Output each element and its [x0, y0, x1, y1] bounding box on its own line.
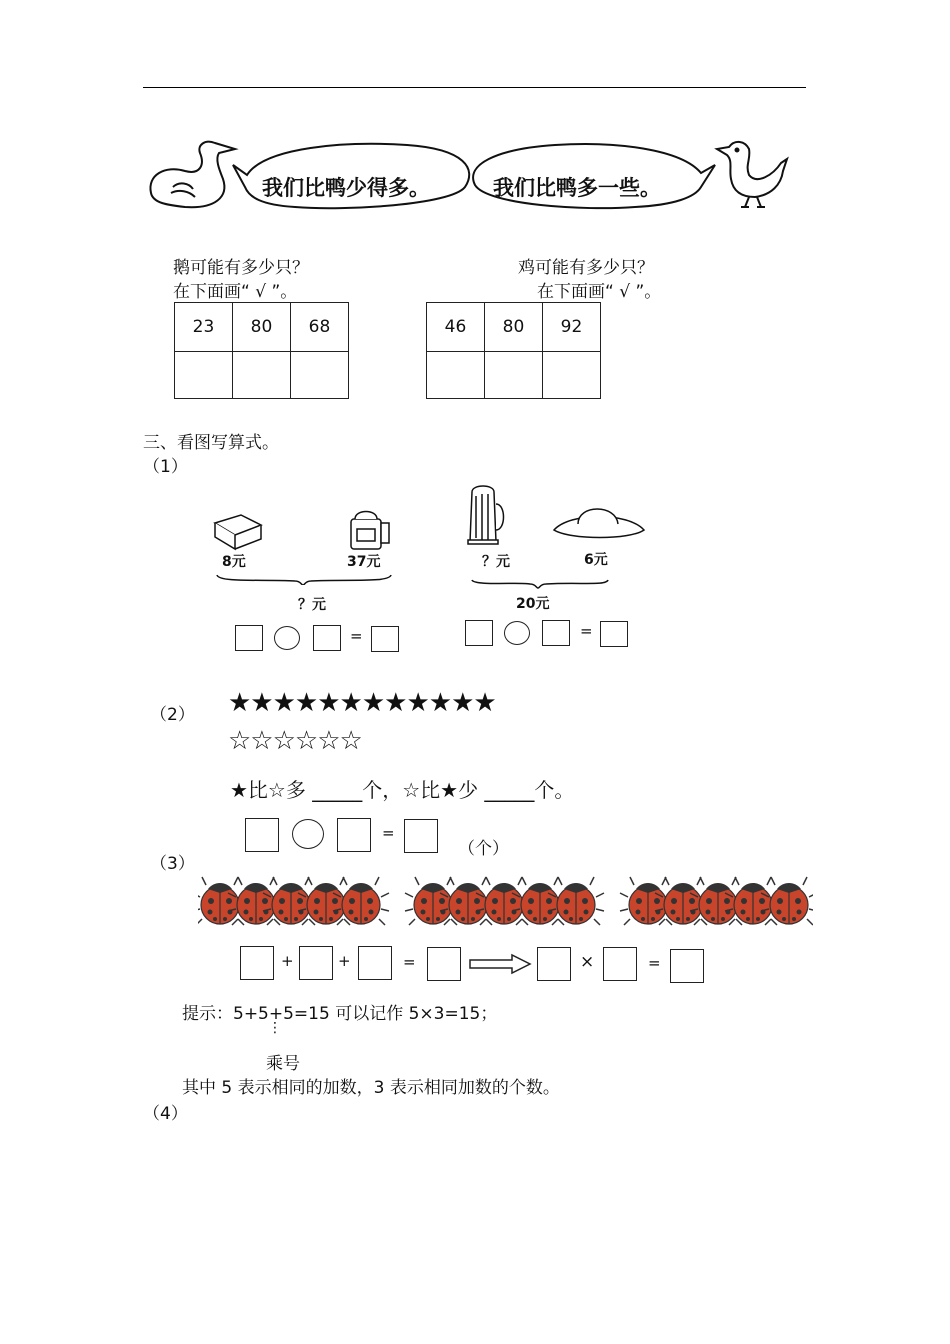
plus-sign: +	[338, 952, 351, 970]
equals-sign: =	[350, 627, 363, 645]
book-price: 8元	[222, 554, 246, 570]
hat-price: 6元	[584, 552, 608, 568]
chicken-speech-text: 我们比鸭多一些。	[493, 175, 661, 200]
arrow-right-icon	[468, 952, 534, 976]
chicken-options-table	[426, 302, 601, 399]
right-brace	[472, 580, 608, 588]
hint-line1: 提示：5+5+5=15 可以记作 5×3=15；	[182, 1004, 498, 1024]
chicken-check-cell[interactable]	[485, 352, 543, 399]
equals-sign: =	[580, 622, 593, 640]
answer-box[interactable]	[245, 818, 279, 852]
operator-circle[interactable]	[274, 626, 300, 650]
equals-sign: =	[403, 953, 416, 971]
answer-box[interactable]	[358, 946, 392, 980]
chicken-option: 92	[543, 303, 601, 352]
problem2-label: （2）	[150, 705, 195, 725]
equals-sign: =	[382, 824, 395, 842]
section3-title: 三、看图写算式。	[143, 433, 279, 453]
answer-box[interactable]	[240, 946, 274, 980]
white-stars-row: ☆☆☆☆☆☆	[228, 726, 362, 756]
answer-box[interactable]	[427, 947, 461, 981]
goose-options-table	[174, 302, 349, 399]
equals-sign: =	[648, 954, 661, 972]
left-total: ？元	[298, 597, 326, 613]
answer-box[interactable]	[537, 947, 571, 981]
chicken-question-line1: 鸡可能有多少只？	[518, 258, 654, 278]
answer-box[interactable]	[337, 818, 371, 852]
operator-circle[interactable]	[292, 819, 324, 849]
p1-right-illustration	[460, 480, 650, 590]
goose-question-line2: 在下面画“ √ ”。	[173, 282, 298, 302]
answer-box[interactable]	[600, 621, 628, 647]
black-stars-row: ★★★★★★★★★★★★	[228, 688, 496, 718]
unit-label: （个）	[458, 839, 509, 859]
goose-speech-text: 我们比鸭少得多。	[262, 175, 430, 200]
goose-icon	[150, 142, 235, 207]
answer-box[interactable]	[542, 620, 570, 646]
banner-illustration	[145, 135, 795, 215]
hat-icon	[554, 509, 644, 538]
answer-box[interactable]	[235, 625, 263, 651]
problem1-label: （1）	[143, 457, 188, 477]
top-rule	[143, 87, 806, 88]
answer-box[interactable]	[313, 625, 341, 651]
stars-comparison-sentence: ★比☆多 _____个，☆比★少 _____个。	[230, 778, 575, 802]
answer-box[interactable]	[299, 946, 333, 980]
times-sign: ×	[580, 952, 595, 972]
ladybugs-illustration	[198, 875, 813, 930]
p1-left-illustration	[205, 505, 405, 585]
schoolbag-icon	[351, 512, 389, 550]
goose-check-cell[interactable]	[233, 352, 291, 399]
schoolbag-price: 37元	[347, 554, 381, 570]
goose-question-line1: 鹅可能有多少只？	[173, 258, 309, 278]
chicken-question-line2: 在下面画“ √ ”。	[537, 282, 662, 302]
thermos-price: ？元	[482, 554, 510, 570]
book-icon	[215, 515, 261, 549]
answer-box[interactable]	[465, 620, 493, 646]
goose-option: 68	[291, 303, 349, 352]
answer-box[interactable]	[371, 626, 399, 652]
goose-check-cell[interactable]	[175, 352, 233, 399]
chicken-option: 46	[427, 303, 485, 352]
plus-sign: +	[281, 952, 294, 970]
answer-box[interactable]	[670, 949, 704, 983]
hint-multiplication-label: 乘号	[266, 1054, 300, 1074]
chicken-icon	[717, 142, 787, 207]
answer-box[interactable]	[603, 947, 637, 981]
hint-line2: 其中 5 表示相同的加数，3 表示相同加数的个数。	[182, 1078, 560, 1098]
goose-option: 23	[175, 303, 233, 352]
thermos-icon	[468, 486, 504, 544]
goose-option: 80	[233, 303, 291, 352]
answer-box[interactable]	[404, 819, 438, 853]
left-brace	[217, 575, 391, 585]
right-total: 20元	[516, 596, 550, 612]
problem4-label: （4）	[143, 1104, 188, 1124]
goose-check-cell[interactable]	[291, 352, 349, 399]
chicken-check-cell[interactable]	[543, 352, 601, 399]
chicken-check-cell[interactable]	[427, 352, 485, 399]
problem3-label: （3）	[150, 854, 195, 874]
chicken-option: 80	[485, 303, 543, 352]
operator-circle[interactable]	[504, 621, 530, 645]
hint-dots: ⋮	[268, 1020, 282, 1036]
